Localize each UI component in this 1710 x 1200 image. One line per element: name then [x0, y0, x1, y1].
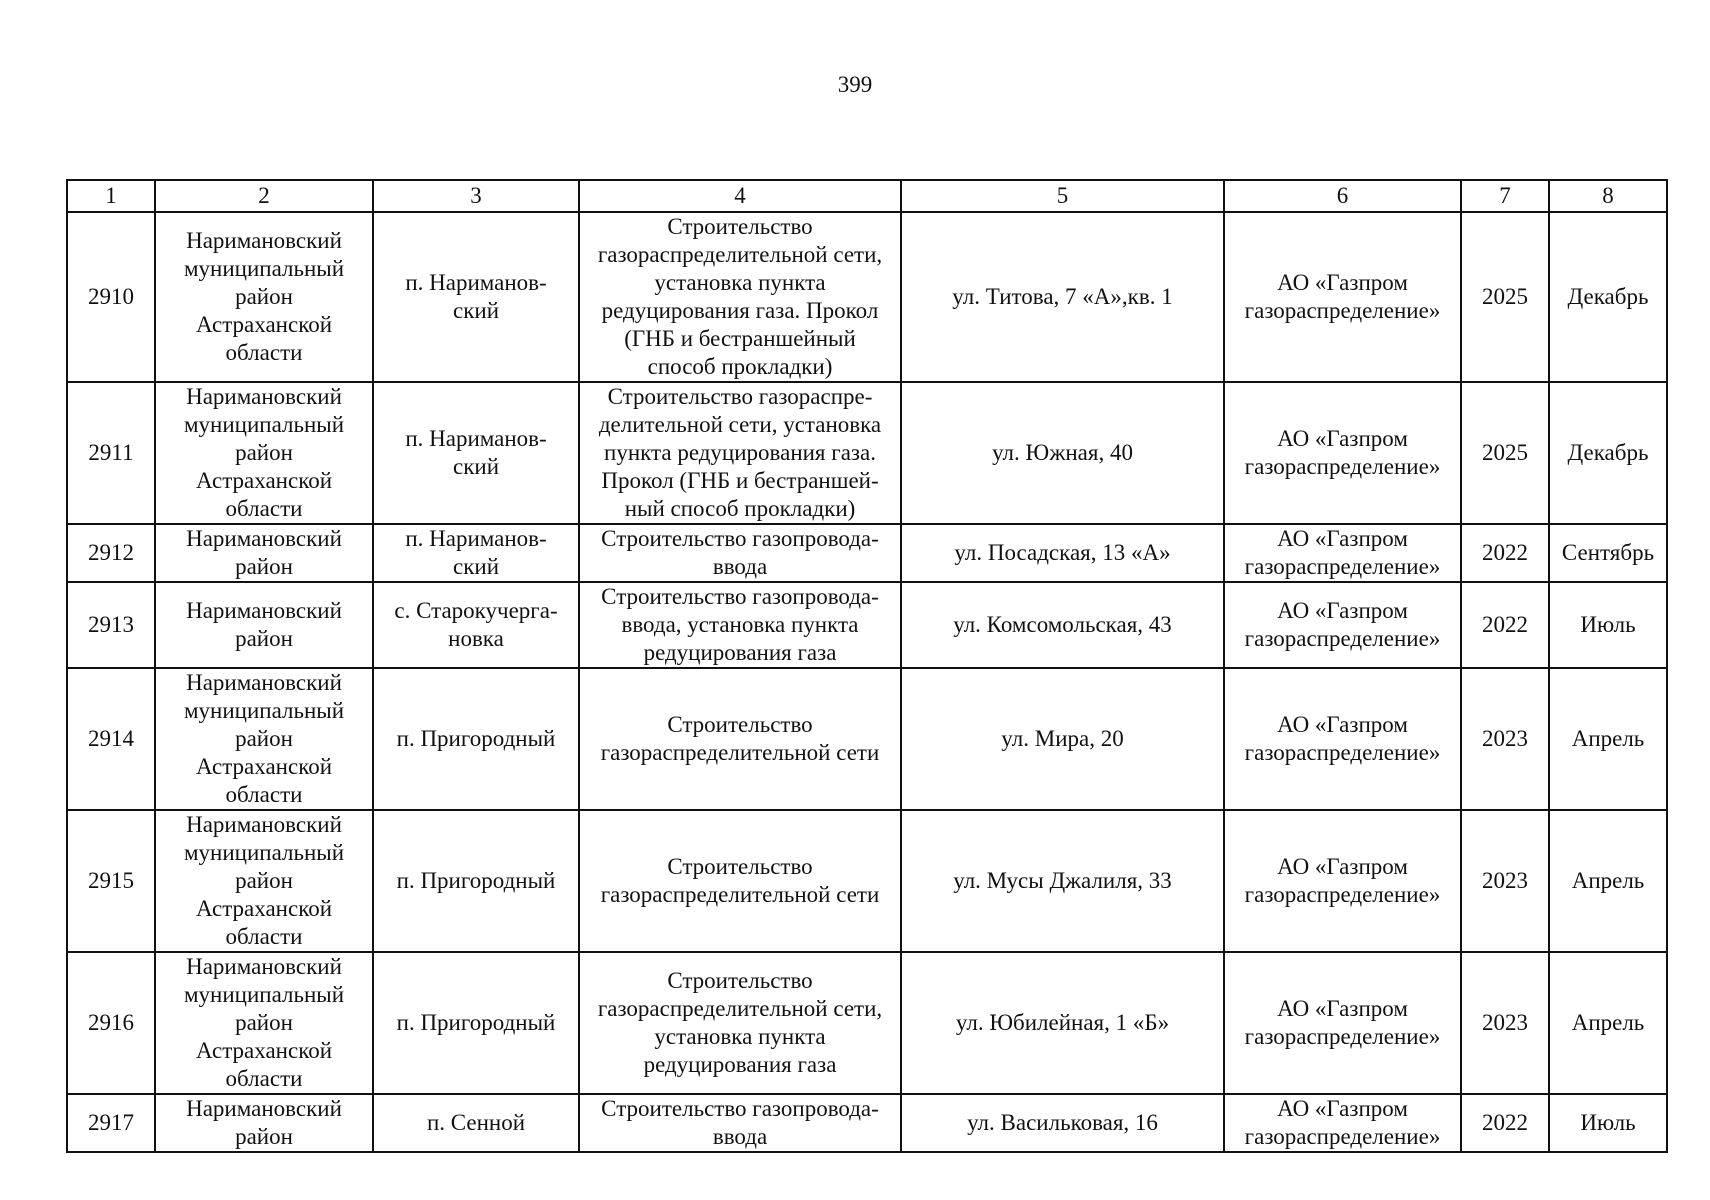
work-description-cell: Строительство газопровода- ввода: [579, 1094, 901, 1152]
year-cell: 2025: [1461, 212, 1549, 382]
table-row: [67, 524, 1667, 582]
address-cell: ул. Мира, 20: [901, 668, 1224, 810]
table-row: [67, 382, 1667, 524]
address-cell: ул. Посадская, 13 «А»: [901, 524, 1224, 582]
row-number-cell: 2916: [67, 952, 155, 1094]
month-cell: Июль: [1549, 1094, 1667, 1152]
work-description-cell: Строительство газораспределительной сети: [579, 668, 901, 810]
month-cell: Апрель: [1549, 668, 1667, 810]
organization-cell: АО «Газпром газораспределение»: [1224, 668, 1461, 810]
district-cell: Наримановский муниципальный район Астраханской области: [155, 952, 373, 1094]
work-description-cell: Строительство газораспре- делительной сети, установка пункта редуцирования газа. Прокол (ГНБ и бестраншей- ный способ прокладки): [579, 382, 901, 524]
row-number-cell: 2911: [67, 382, 155, 524]
month-cell: Декабрь: [1549, 382, 1667, 524]
column-header: 5: [901, 180, 1224, 212]
month-cell: Декабрь: [1549, 212, 1667, 382]
organization-cell: АО «Газпром газораспределение»: [1224, 810, 1461, 952]
year-cell: 2023: [1461, 668, 1549, 810]
organization-cell: АО «Газпром газораспределение»: [1224, 1094, 1461, 1152]
row-number-cell: 2913: [67, 582, 155, 668]
row-number-cell: 2917: [67, 1094, 155, 1152]
header-row: [67, 180, 1667, 212]
column-header: 4: [579, 180, 901, 212]
settlement-cell: п. Нариманов- ский: [373, 382, 579, 524]
work-description-cell: Строительство газопровода- ввода, установка пункта редуцирования газа: [579, 582, 901, 668]
row-number-cell: 2910: [67, 212, 155, 382]
address-cell: ул. Юбилейная, 1 «Б»: [901, 952, 1224, 1094]
district-cell: Наримановский муниципальный район Астраханской области: [155, 668, 373, 810]
settlement-cell: п. Сенной: [373, 1094, 579, 1152]
year-cell: 2022: [1461, 1094, 1549, 1152]
work-description-cell: Строительство газораспределительной сети, установка пункта редуцирования газа: [579, 952, 901, 1094]
row-number-cell: 2915: [67, 810, 155, 952]
settlement-cell: п. Пригородный: [373, 668, 579, 810]
organization-cell: АО «Газпром газораспределение»: [1224, 582, 1461, 668]
column-header: 3: [373, 180, 579, 212]
organization-cell: АО «Газпром газораспределение»: [1224, 382, 1461, 524]
table-row: [67, 1094, 1667, 1152]
table-row: [67, 212, 1667, 382]
organization-cell: АО «Газпром газораспределение»: [1224, 212, 1461, 382]
row-number-cell: 2912: [67, 524, 155, 582]
address-cell: ул. Комсомольская, 43: [901, 582, 1224, 668]
settlement-cell: п. Нариманов- ский: [373, 212, 579, 382]
year-cell: 2022: [1461, 582, 1549, 668]
district-cell: Наримановский муниципальный район Астраханской области: [155, 382, 373, 524]
column-header: 6: [1224, 180, 1461, 212]
column-header: 2: [155, 180, 373, 212]
year-cell: 2023: [1461, 810, 1549, 952]
year-cell: 2025: [1461, 382, 1549, 524]
table-row: [67, 582, 1667, 668]
address-cell: ул. Южная, 40: [901, 382, 1224, 524]
registry-table: [66, 179, 1668, 1153]
organization-cell: АО «Газпром газораспределение»: [1224, 524, 1461, 582]
year-cell: 2023: [1461, 952, 1549, 1094]
district-cell: Наримановский район: [155, 524, 373, 582]
year-cell: 2022: [1461, 524, 1549, 582]
row-number-cell: 2914: [67, 668, 155, 810]
table-row: [67, 810, 1667, 952]
month-cell: Апрель: [1549, 810, 1667, 952]
settlement-cell: п. Пригородный: [373, 952, 579, 1094]
work-description-cell: Строительство газораспределительной сети: [579, 810, 901, 952]
district-cell: Наримановский район: [155, 582, 373, 668]
organization-cell: АО «Газпром газораспределение»: [1224, 952, 1461, 1094]
column-header: 1: [67, 180, 155, 212]
address-cell: ул. Титова, 7 «А»,кв. 1: [901, 212, 1224, 382]
month-cell: Апрель: [1549, 952, 1667, 1094]
work-description-cell: Строительство газопровода- ввода: [579, 524, 901, 582]
address-cell: ул. Васильковая, 16: [901, 1094, 1224, 1152]
district-cell: Наримановский район: [155, 1094, 373, 1152]
table-row: [67, 952, 1667, 1094]
column-header: 8: [1549, 180, 1667, 212]
month-cell: Июль: [1549, 582, 1667, 668]
work-description-cell: Строительство газораспределительной сети, установка пункта редуцирования газа. Прокол (ГНБ и бестраншейный способ прокладки): [579, 212, 901, 382]
settlement-cell: с. Старокучерга- новка: [373, 582, 579, 668]
page-number: 399: [837, 72, 873, 97]
address-cell: ул. Мусы Джалиля, 33: [901, 810, 1224, 952]
settlement-cell: п. Нариманов- ский: [373, 524, 579, 582]
settlement-cell: п. Пригородный: [373, 810, 579, 952]
table-row: [67, 668, 1667, 810]
month-cell: Сентябрь: [1549, 524, 1667, 582]
column-header: 7: [1461, 180, 1549, 212]
district-cell: Наримановский муниципальный район Астраханской области: [155, 212, 373, 382]
district-cell: Наримановский муниципальный район Астраханской области: [155, 810, 373, 952]
